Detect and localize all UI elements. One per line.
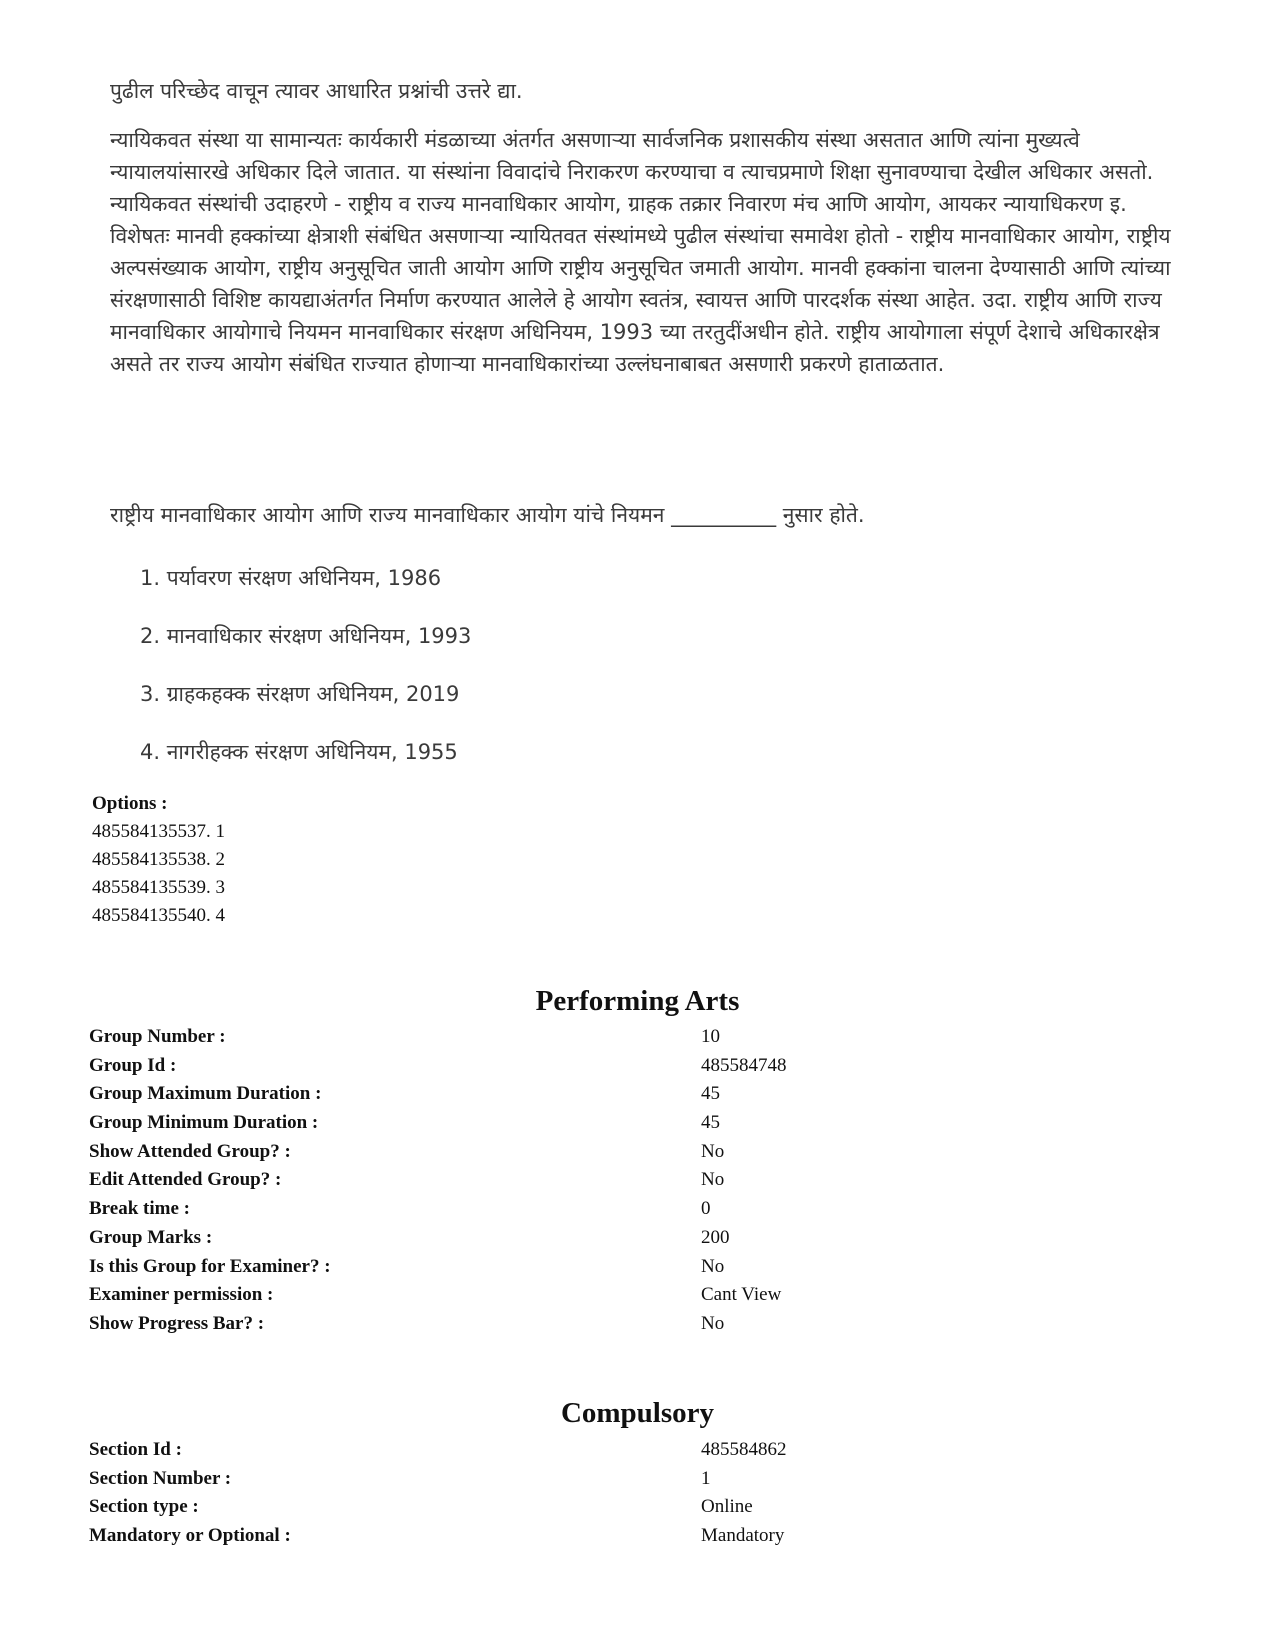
- options-label: Options :: [92, 793, 168, 814]
- detail-row: [89, 1522, 1189, 1551]
- detail-value: No: [701, 1255, 725, 1277]
- detail-value: 10: [701, 1026, 720, 1047]
- detail-label: Group Marks :: [89, 1226, 213, 1248]
- passage-block: [110, 76, 1190, 380]
- detail-value: 485584748: [701, 1054, 787, 1076]
- detail-value: No: [701, 1140, 725, 1162]
- detail-row: [89, 1023, 1189, 1052]
- detail-label: Edit Attended Group? :: [89, 1169, 282, 1191]
- detail-row: [89, 1109, 1189, 1138]
- detail-label: Group Id :: [89, 1054, 177, 1076]
- detail-label: Show Progress Bar? :: [89, 1312, 265, 1334]
- detail-value: No: [701, 1169, 725, 1191]
- group-details: [89, 1023, 1189, 1339]
- detail-label: Is this Group for Examiner? :: [89, 1255, 331, 1277]
- detail-label: Examiner permission :: [89, 1284, 274, 1306]
- detail-row: [89, 1465, 1189, 1494]
- detail-label: Group Number :: [89, 1026, 226, 1047]
- detail-label: Show Attended Group? :: [89, 1140, 291, 1162]
- detail-label: Section Id :: [89, 1439, 182, 1460]
- detail-value: No: [701, 1312, 725, 1334]
- choice-item: 3. ग्राहकहक्क संरक्षण अधिनियम, 2019: [140, 682, 460, 706]
- detail-row: [89, 1224, 1189, 1253]
- detail-label: Group Maximum Duration :: [89, 1083, 322, 1105]
- instruction-text: पुढील परिच्छेद वाचून त्यावर आधारित प्रश्नांची उत्तरे द्या.: [110, 79, 523, 103]
- question-text: राष्ट्रीय मानवाधिकार आयोग आणि राज्य मानवाधिकार आयोग यांचे नियमन __________ नुसार होते.: [110, 503, 865, 527]
- detail-value: 200: [701, 1226, 730, 1248]
- option-item: 485584135540. 4: [92, 905, 225, 926]
- detail-value: Mandatory: [701, 1525, 785, 1547]
- detail-row: [89, 1080, 1189, 1109]
- detail-row: [89, 1436, 1189, 1465]
- section-details: [89, 1436, 1189, 1551]
- detail-label: Break time :: [89, 1198, 190, 1220]
- detail-row: [89, 1281, 1189, 1310]
- group-title: Performing Arts: [535, 985, 740, 1017]
- option-item: 485584135537. 1: [92, 821, 225, 842]
- options-block: [92, 790, 225, 930]
- detail-value: 0: [701, 1198, 711, 1220]
- option-item: 485584135538. 2: [92, 849, 225, 870]
- detail-row: [89, 1310, 1189, 1339]
- detail-value: 1: [701, 1467, 711, 1489]
- detail-row: [89, 1138, 1189, 1167]
- detail-label: Section type :: [89, 1496, 199, 1518]
- option-item: 485584135539. 3: [92, 877, 225, 898]
- detail-value: 45: [701, 1083, 720, 1105]
- passage-text: न्यायिकवत संस्था या सामान्यतः कार्यकारी मंडळाच्या अंतर्गत असणाऱ्या सार्वजनिक प्रशासकीय संस्था असतात आणि त्यांना मुख्यत्वे न्यायालयांसारखे अधिकार दिले जातात. या संस्थांना विवादांचे निराकरण करण्याचा व त्याचप्रमाणे शिक्षा सुनावण्याचा देखील अधिकार असतो. न्यायिकवत संस्थांची उदाहरणे - राष्ट्रीय व राज्य मानवाधिकार आयोग, ग्राहक तक्रार निवारण मंच आणि आयोग, आयकर न्यायाधिकरण इ. विशेषतः मानवी हक्कांच्या क्षेत्राशी संबंधित असणाऱ्या न्यायितवत संस्थांमध्ये पुढील संस्थांचा समावेश होतो - राष्ट्रीय मानवाधिकार आयोग, राष्ट्रीय अल्पसंख्याक आयोग, राष्ट्रीय अनुसूचित जाती आयोग आणि राष्ट्रीय अनुसूचित जमाती आयोग. मानवी हक्कांना चालना देण्यासाठी आणि त्यांच्या संरक्षणासाठी विशिष्ट कायद्याअंतर्गत निर्माण करण्यात आलेले हे आयोग स्वतंत्र, स्वायत्त आणि पारदर्शक संस्था आहेत. उदा. राष्ट्रीय आणि राज्य मानवाधिकार आयोगाचे नियमन मानवाधिकार संरक्षण अधिनियम, 1993 च्या तरतुदींअधीन होते. राष्ट्रीय आयोगाला संपूर्ण देशाचे अधिकारक्षेत्र असते तर राज्य आयोग संबंधित राज्यात होणाऱ्या मानवाधिकारांच्या उल्लंघनाबाबत असणारी प्रकरणे हाताळतात.: [110, 128, 1171, 376]
- detail-label: Mandatory or Optional :: [89, 1525, 291, 1547]
- choice-item: 2. मानवाधिकार संरक्षण अधिनियम, 1993: [140, 624, 472, 648]
- detail-label: Section Number :: [89, 1467, 232, 1489]
- section-title: Compulsory: [560, 1397, 715, 1429]
- detail-row: [89, 1166, 1189, 1195]
- choice-item: 1. पर्यावरण संरक्षण अधिनियम, 1986: [140, 566, 442, 590]
- detail-value: Online: [701, 1496, 753, 1518]
- choice-item: 4. नागरीहक्क संरक्षण अधिनियम, 1955: [140, 740, 458, 764]
- detail-row: [89, 1253, 1189, 1282]
- detail-value: 485584862: [701, 1439, 787, 1460]
- detail-value: 45: [701, 1112, 720, 1134]
- choice-list: [140, 563, 471, 795]
- detail-row: [89, 1195, 1189, 1224]
- detail-row: [89, 1493, 1189, 1522]
- detail-value: Cant View: [701, 1284, 782, 1306]
- detail-label: Group Minimum Duration :: [89, 1112, 319, 1134]
- detail-row: [89, 1052, 1189, 1081]
